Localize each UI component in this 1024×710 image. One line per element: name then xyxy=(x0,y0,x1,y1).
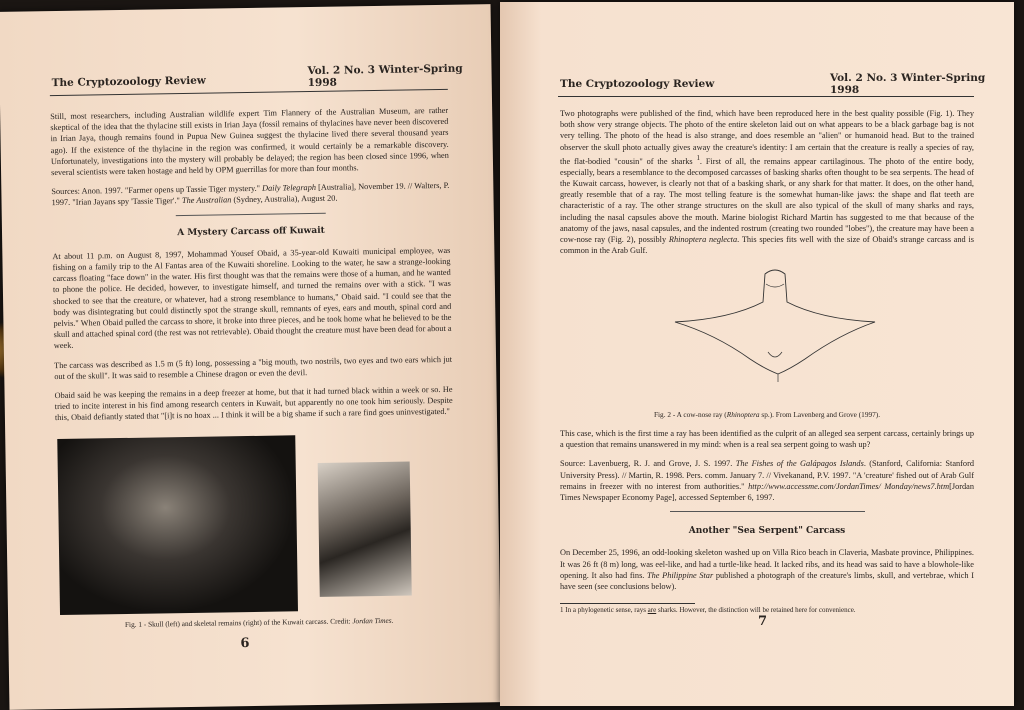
text: sp.). From Lavenberg and Grove (1997). xyxy=(759,410,881,419)
skeleton-photo xyxy=(318,462,412,597)
sources-paragraph xyxy=(51,180,449,209)
page-number: 6 xyxy=(240,636,250,652)
text: sharks. However, the distinction will be retained here for convenience. xyxy=(656,606,856,614)
paragraph: The carcass was described as 1.5 m (5 ft) long, possessing a "big mouth, two nostrils, two eyes and two ears which jut out of the skull". It was said to resemble a Chinese dragon or even the devil. xyxy=(54,354,453,381)
text: [Jordan Times Newspaper Economy Page], accessed September 6, 1997. xyxy=(560,481,974,503)
divider xyxy=(176,212,326,215)
skull-photo xyxy=(57,435,298,615)
text: . This species fits well with the size of Obaid's strange carcass and is common in the Arab Gulf. xyxy=(560,235,975,256)
text: . First of all, the remains appear cartilaginous. The photo of the entire body, especially, bears a resemblance to the decomposed carcasses of basking sharks often thought to be sea serpents. The head of the Kuwait carcass, however, is clearly not that of a basking shark, or any shark for that matter. It does, on the other hand, greatly resemble that of a ray. The most telling feature is the somewhat human-like jaws: the shape and flat teeth are characteristic of a ray. The other strange structures on the skull are also typical of the skull of many sharks and rays, including the nasal capsules above the mouth. Marine biologist Richard Martin has suggested to me that because of the anatomy of the jaws, nasal capsules, and the indented rostrum (creating two rounded "lobes"), the creature may have been a cow-nose ray (Fig. 2), possibly xyxy=(560,156,974,244)
text: The Fishes of the Galápagos Islands xyxy=(735,459,864,469)
source-url: http://www.accessme.com/JordanTimes/ Monday/news7.htm xyxy=(748,481,950,491)
journal-title: The Cryptozoology Review xyxy=(51,74,206,90)
text: Fig. 2 - A cow-nose ray ( xyxy=(653,410,727,419)
paragraph: At about 11 p.m. on August 8, 1997, Mohammad Yousef Obaid, a 35-year-old Kuwaiti municipal employee, was fishing on a family trip to the Al Fantas area of the Kuwaiti shoreline. Looking to the water, he saw a strange-looking carcass floating "face down" in the water. His first thought was that the remains were those of a human, and he wanted to phone the police. He decided, however, to investigate himself, and turned the remains over with a stick. "I was shocked to see that the creature, or whatever, had a strong resemblance to humans," Obaid said. "I could see that the body was disintegrating but could distinctly spot the strange skull, remnants of eyes, ears and mouth, spinal cord and pelvis." When Obaid pulled the carcass to shore, it broke into three pieces, and he took home what he believed to be the skull and attached spinal cord (the rest was not retrievable). Obaid thought the creature must have been dead for about a week. xyxy=(52,245,452,351)
figure-2-caption xyxy=(560,410,974,419)
issue-info: Vol. 2 No. 3 Winter-Spring 1998 xyxy=(830,72,986,96)
text: Rhinoptera neglecta xyxy=(668,235,738,244)
text: 1 In a phylogenetic sense, rays xyxy=(560,606,648,614)
text: Source: Lavenbuerg, R. J. and Grove, J. S. 1997. xyxy=(560,459,736,469)
text: published a photograph of the creature's limbs, skull, and vertebrae, which I have seen (see conclusions below). xyxy=(560,570,974,592)
left-page xyxy=(0,4,501,710)
journal-title: The Cryptozoology Review xyxy=(560,78,715,90)
text: Jordan Times. xyxy=(352,615,394,626)
text: (Sydney, Australia), August 20. xyxy=(231,194,338,205)
right-page xyxy=(500,2,1014,706)
page-number: 7 xyxy=(758,614,768,629)
cow-nose-ray-drawing xyxy=(670,264,880,384)
article-title: A Mystery Carcass off Kuwait xyxy=(177,225,325,238)
left-text xyxy=(50,105,453,432)
issue-info: Vol. 2 No. 3 Winter-Spring 1998 xyxy=(307,62,463,90)
text: are xyxy=(647,606,657,614)
paragraph: This case, which is the first time a ray has been identified as the culprit of an alleged sea serpent carcass, certainly brings up a question that remains unanswered in my mind: when is a real sea serpent going to wash up? xyxy=(560,429,974,450)
paragraph xyxy=(560,108,974,256)
source-paragraph xyxy=(560,458,974,503)
header-rule xyxy=(50,89,448,96)
text: The Australian xyxy=(181,195,232,206)
text: Rhinoptera xyxy=(726,410,760,419)
paragraph: Obaid said he was keeping the remains in a deep freezer at home, but that it had turned black within a week or so. He tried to incite interest in his find among research centers in Kuwait, but apparently no one took him seriously. Despite this, Obaid defiantly stated that "[i]t is no hoax ... I think it will be a big shame if such a rare find goes uninvestigated." xyxy=(54,384,453,423)
text: Two photographs were published of the find, which have been reproduced here in the best quality possible (Fig. 1). They both show very strange objects. The photo of the entire skeleton laid out on what appears to be a black garbage bag is not very telling. The photo of the head is also strange, and does resemble an "alien" or humanoid head. But to the trained observer the skull photo actually gives away the creature's identity: I am certain that the creature is really a species of ray, the flat-bodied "cousin" of the sharks xyxy=(560,109,974,166)
text: Fig. 1 - Skull (left) and skeletal remains (right) of the Kuwait carcass. Credit: xyxy=(124,616,353,629)
text: . (Stanford, California: Stanford University Press). // Martin, R. 1998. Pers. comm. January 7. // Vivekanand, P.V. 1997. "A 'creature' fished out of Arab Gulf remains in freezer with no interest from authorities." xyxy=(560,459,974,491)
text: Sources: Anon. 1997. "Farmer opens up Tassie Tiger mystery." xyxy=(51,184,263,197)
footnote-mark: 1 xyxy=(696,154,700,162)
text: [Australia], November 19. // Walters, P. 1997. "Irian Jayans spy 'Tassie Tiger'." xyxy=(51,181,450,208)
header-rule xyxy=(558,96,974,97)
footnote-rule xyxy=(560,603,695,604)
paragraph xyxy=(560,547,974,592)
right-text-top xyxy=(560,108,974,264)
text: Daily Telegraph xyxy=(262,183,317,194)
article-title: Another "Sea Serpent" Carcass xyxy=(688,526,846,537)
intro-paragraph: Still, most researchers, including Australian wildlife expert Tim Flannery of the Australian Museum, are rather skeptical of the idea that the thylacine still exists in Irian Jaya (fossil remains of thylacines have never been discovered in Irian Jaya, though remains found in Pupua New Guinea suggest the thylacine lived there several thousand years ago). If the existence of the thylacine in the region was confirmed, it would certainly be a remarkable discovery. Unfortunately, investigations into the mystery will probably be delayed; the region has been closed since 1996, when several scientists were taken hostage and held by OPM guerrillas for more than four months. xyxy=(50,105,449,178)
text: The Philippine Star xyxy=(647,570,714,580)
text: On December 25, 1996, an odd-looking skeleton washed up on Villa Rico beach in Claveria, Masbate province, Philippines. It was 26 ft (8 m) long, was eel-like, and had a turtle-like head. It lacked ribs, and its head was said to have a blowhole-like opening. It also had fins. xyxy=(560,548,974,580)
divider xyxy=(670,511,865,512)
footnote xyxy=(560,606,856,614)
figure-1-caption xyxy=(60,615,458,630)
right-text-bottom xyxy=(560,428,974,600)
